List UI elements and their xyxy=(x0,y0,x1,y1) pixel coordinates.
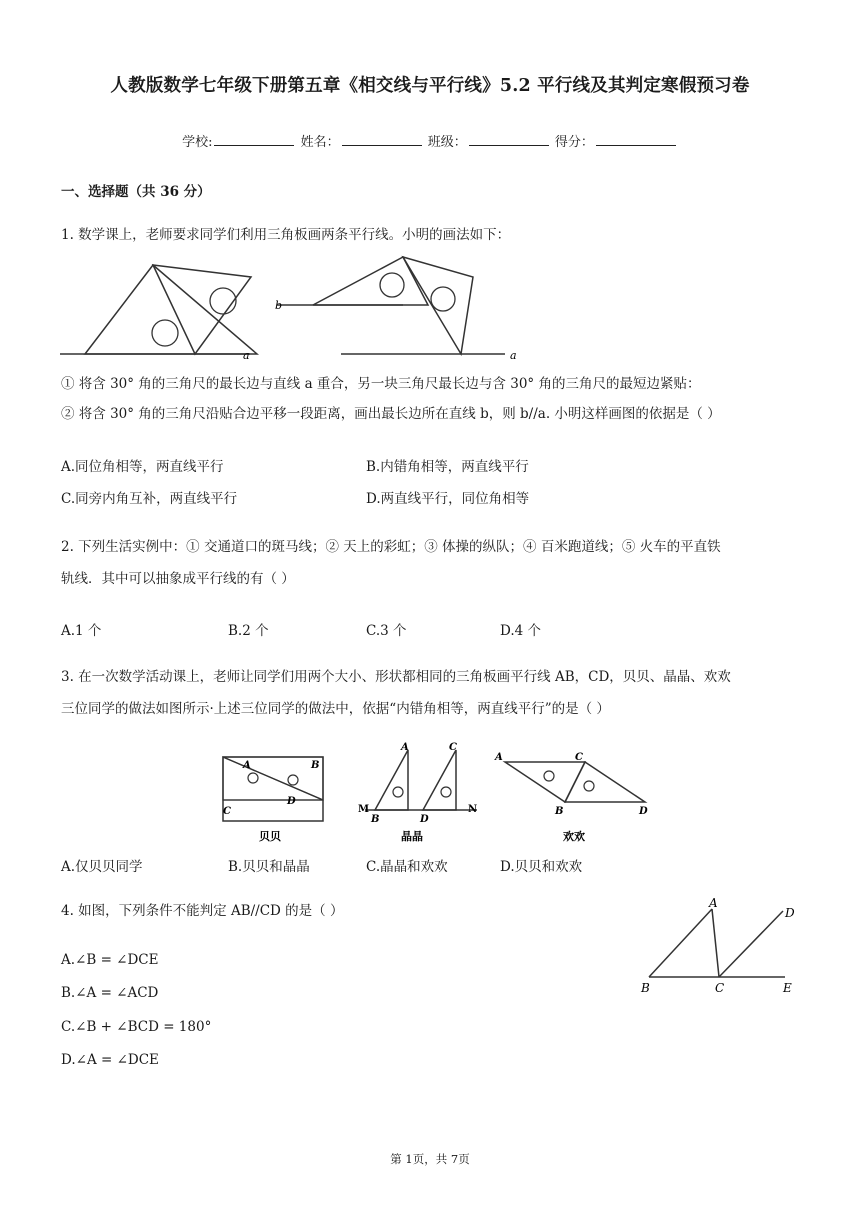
segment-ab xyxy=(649,909,712,977)
huanhuan-label-d: D xyxy=(639,806,648,817)
q2-option-a[interactable]: A.1 个 xyxy=(61,623,102,639)
huanhuan-caption: 欢欢 xyxy=(563,830,585,843)
q3-option-c[interactable]: C.晶晶和欢欢 xyxy=(366,859,448,875)
school-blank[interactable] xyxy=(214,133,294,146)
label-c: C xyxy=(715,981,725,995)
q3-line2: 三位同学的做法如图所示·上述三位同学的做法中，依据“内错角相等，两直线平行”的是（ ） xyxy=(61,701,610,717)
beibei-label-c: C xyxy=(223,806,231,817)
circle-hole xyxy=(380,273,404,297)
name-label: 姓名： xyxy=(300,135,340,150)
jingjing-caption: 晶晶 xyxy=(401,830,423,843)
q3-option-d[interactable]: D.贝贝和欢欢 xyxy=(500,859,583,875)
class-label: 班级： xyxy=(427,135,467,150)
huanhuan-triangle-left xyxy=(505,762,585,802)
school-label: 学校: xyxy=(182,135,213,150)
ray-cd xyxy=(719,911,783,977)
jingjing-triangle-right xyxy=(423,750,456,810)
q1-step1: ① 将含 30° 角的三角尺的最长边与直线 a 重合，另一块三角尺最长边与含 30° 角的三角尺的最短边紧贴： xyxy=(61,376,701,392)
huanhuan-label-a: A xyxy=(495,752,503,763)
q2-option-c[interactable]: C.3 个 xyxy=(366,623,407,639)
circle-hole xyxy=(152,320,178,346)
circle-hole xyxy=(393,787,403,797)
jingjing-triangle-left xyxy=(375,750,408,810)
q1-option-d[interactable]: D.两直线平行，同位角相等 xyxy=(366,491,530,507)
q4-option-c[interactable]: C.∠B + ∠BCD = 180° xyxy=(61,1019,212,1035)
huanhuan-label-b: B xyxy=(555,806,564,817)
q1-figure xyxy=(55,255,535,365)
jingjing-label-b: B xyxy=(371,814,380,825)
jingjing-label-d: D xyxy=(420,814,429,825)
beibei-label-b: B xyxy=(311,760,320,771)
label-b: b xyxy=(275,299,283,312)
q4-option-b[interactable]: B.∠A = ∠ACD xyxy=(61,985,159,1001)
triangle-30-left xyxy=(85,265,257,354)
q2-option-b[interactable]: B.2 个 xyxy=(228,623,269,639)
huanhuan-label-c: C xyxy=(575,752,583,763)
huanhuan-triangle-right xyxy=(565,762,645,802)
q1-option-c[interactable]: C.同旁内角互补，两直线平行 xyxy=(61,491,238,507)
circle-hole xyxy=(441,787,451,797)
label-d: D xyxy=(785,906,795,920)
label-a: a xyxy=(243,349,250,362)
segment-ac xyxy=(712,909,719,977)
q4-figure xyxy=(635,895,805,997)
page-footer: 第 1页，共 7页 xyxy=(390,1152,470,1166)
jingjing-label-a: A xyxy=(401,742,409,753)
class-blank[interactable] xyxy=(469,133,549,146)
q4-stem: 4. 如图，下列条件不能判定 AB//CD 的是（ ） xyxy=(61,903,344,919)
q4-option-a[interactable]: A.∠B = ∠DCE xyxy=(61,952,159,968)
name-blank[interactable] xyxy=(342,133,422,146)
label-b: B xyxy=(641,981,650,995)
q2-option-d[interactable]: D.4 个 xyxy=(500,623,542,639)
circle-hole xyxy=(544,771,554,781)
q3-figure xyxy=(215,742,655,848)
triangle-30-translated xyxy=(313,257,428,305)
student-info-line xyxy=(0,131,860,150)
circle-hole xyxy=(431,287,455,311)
q2-line1: 2. 下列生活实例中：① 交通道口的斑马线；② 天上的彩虹；③ 体操的纵队；④ 百米跑道线；⑤ 火车的平直铁 xyxy=(61,539,721,555)
q3-line1: 3. 在一次数学活动课上，老师让同学们用两个大小、形状都相同的三角板画平行线 AB，CD，贝贝、晶晶、欢欢 xyxy=(61,669,731,685)
jingjing-label-c: C xyxy=(449,742,457,753)
beibei-frame xyxy=(223,757,323,821)
q4-option-d[interactable]: D.∠A = ∠DCE xyxy=(61,1052,159,1068)
beibei-label-d: D xyxy=(287,796,296,807)
score-label: 得分： xyxy=(554,135,594,150)
label-a: a xyxy=(510,349,517,362)
beibei-label-a: A xyxy=(243,760,251,771)
label-a: A xyxy=(709,896,718,910)
q3-option-a[interactable]: A.仅贝贝同学 xyxy=(61,859,143,875)
q1-step2: ② 将含 30° 角的三角尺沿贴合边平移一段距离，画出最长边所在直线 b，则 b//a. 小明这样画图的依据是（ ） xyxy=(61,406,721,422)
q1-option-a[interactable]: A.同位角相等，两直线平行 xyxy=(61,459,224,475)
label-e: E xyxy=(783,981,792,995)
q3-option-b[interactable]: B.贝贝和晶晶 xyxy=(228,859,310,875)
q2-line2: 轨线．其中可以抽象成平行线的有（ ） xyxy=(61,571,295,587)
beibei-caption: 贝贝 xyxy=(259,830,281,843)
jingjing-label-m: M xyxy=(358,804,370,815)
score-blank[interactable] xyxy=(596,133,676,146)
circle-hole xyxy=(584,781,594,791)
section-heading: 一、选择题（共 36 分） xyxy=(61,184,211,200)
q1-stem: 1. 数学课上，老师要求同学们利用三角板画两条平行线。小明的画法如下： xyxy=(61,227,511,243)
page-title: 人教版数学七年级下册第五章《相交线与平行线》5.2 平行线及其判定寒假预习卷 xyxy=(110,76,750,96)
jingjing-label-n: N xyxy=(468,804,478,815)
circle-hole xyxy=(210,288,236,314)
q1-option-b[interactable]: B.内错角相等，两直线平行 xyxy=(366,459,529,475)
